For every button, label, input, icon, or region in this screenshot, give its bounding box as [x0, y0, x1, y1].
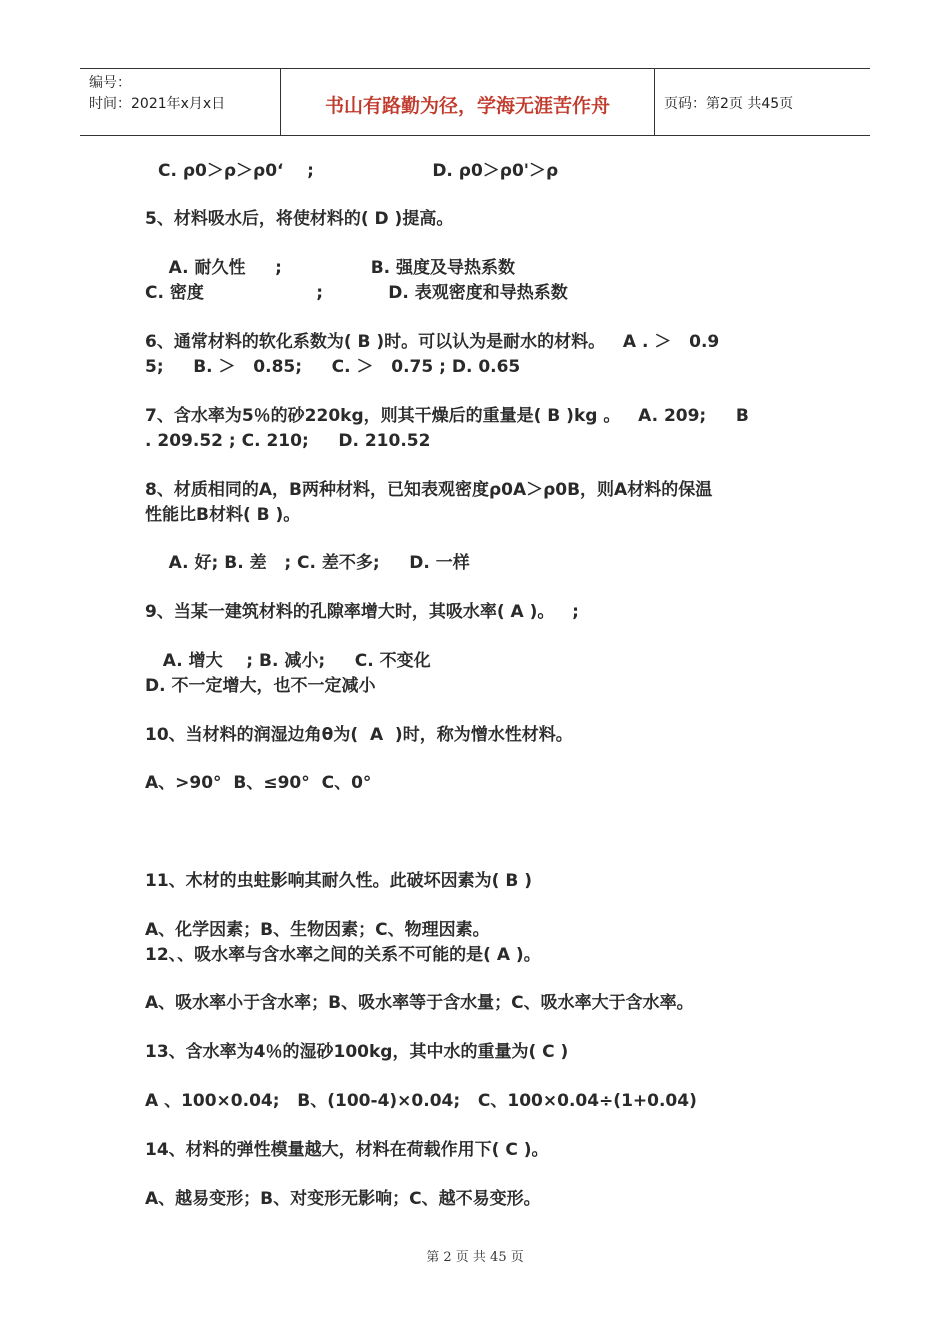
question-14-options: A、越易变形；B、对变形无影响；C、越不易变形。 — [145, 1189, 541, 1209]
question-7-line-2: . 209.52 ; C. 210; D. 210.52 — [145, 431, 431, 451]
header-motto: 书山有路勤为径，学海无涯苦作舟 — [281, 69, 655, 135]
question-9-options-abc: A. 增大 ; B. 减小; C. 不变化 — [145, 651, 431, 671]
question-8-line-1: 8、材质相同的A，B两种材料，已知表观密度ρ0A＞ρ0B，则A材料的保温 — [145, 480, 713, 500]
question-12-options: A、吸水率小于含水率；B、吸水率等于含水量；C、吸水率大于含水率。 — [145, 993, 694, 1013]
question-4-options-cd: C. ρ0＞ρ＞ρ0‘ ; D. ρ0＞ρ0'＞ρ — [158, 161, 559, 181]
page-footer: 第 2 页 共 45 页 — [426, 1250, 524, 1265]
question-9-option-d: D. 不一定增大，也不一定减小 — [145, 676, 376, 696]
question-13: 13、含水率为4％的湿砂100kg，其中水的重量为( C ) — [145, 1042, 569, 1062]
question-12: 12、、吸水率与含水率之间的关系不可能的是( A )。 — [145, 945, 541, 965]
question-5-options-ab: A. 耐久性 ; B. 强度及导热系数 — [145, 258, 516, 278]
question-6-line-2: 5; B. ＞ 0.85; C. ＞ 0.75 ; D. 0.65 — [145, 357, 521, 377]
question-10-options: A、>90° B、≤90° C、0° — [145, 773, 372, 793]
question-10: 10、当材料的润湿边角θ为( A )时，称为憎水性材料。 — [145, 725, 573, 745]
serial-label: 编号： — [89, 75, 131, 91]
question-11: 11、木材的虫蛀影响其耐久性。此破坏因素为( B ) — [145, 871, 532, 891]
question-14: 14、材料的弹性模量越大，材料在荷载作用下( C )。 — [145, 1140, 549, 1160]
time-label: 时间：2021年x月x日 — [89, 96, 226, 112]
question-8-options: A. 好; B. 差 ; C. 差不多; D. 一样 — [145, 553, 470, 573]
header-page-info: 页码：第2页 共45页 — [664, 96, 794, 112]
question-5-options-cd: C. 密度 ; D. 表观密度和导热系数 — [145, 283, 568, 303]
question-8-line-2: 性能比B材料( B )。 — [145, 505, 301, 525]
question-13-options: A 、100×0.04; B、(100-4)×0.04; C、100×0.04÷(1+0.04) — [145, 1091, 697, 1111]
question-6-line-1: 6、通常材料的软化系数为( B )时。可以认为是耐水的材料。 A . ＞ 0.9 — [145, 332, 720, 352]
question-5: 5、材料吸水后，将使材料的( D )提高。 — [145, 209, 454, 229]
question-11-options: A、化学因素；B、生物因素；C、物理因素。 — [145, 920, 490, 940]
question-7-line-1: 7、含水率为5％的砂220kg，则其干燥后的重量是( B )kg 。 A. 209; B — [145, 406, 749, 426]
question-9: 9、当某一建筑材料的孔隙率增大时，其吸水率( A )。 ; — [145, 602, 579, 622]
